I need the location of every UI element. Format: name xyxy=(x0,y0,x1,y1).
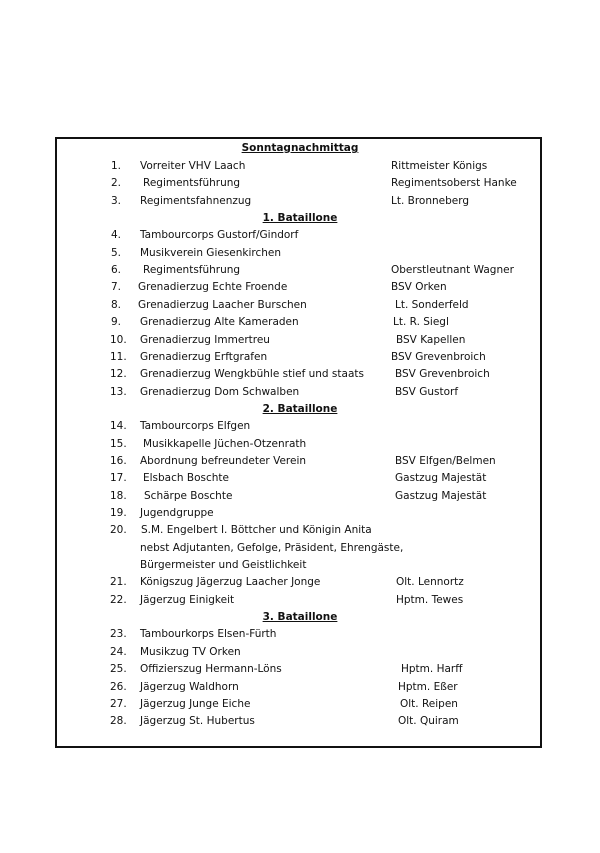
section-heading: 2. Bataillone xyxy=(262,402,338,415)
row-group-name: Vorreiter VHV Laach xyxy=(140,160,246,172)
row-number: 19. xyxy=(110,507,127,519)
row-number: 11. xyxy=(110,350,127,363)
row-group-name: S.M. Engelbert I. Böttcher und Königin Anita xyxy=(141,524,372,537)
row-number: 14. xyxy=(110,420,127,433)
row-group-name: Bürgermeister und Geistlichkeit xyxy=(140,559,307,572)
row-group-name: Abordnung befreundeter Verein xyxy=(140,454,307,467)
row-group-name: Grenadierzug Wengkbühle stief und staats xyxy=(140,368,364,381)
row-number: 6. xyxy=(111,264,122,277)
row-leader: Lt. Sonderfeld xyxy=(395,298,469,311)
row-number: 22. xyxy=(110,593,127,606)
row-group-name: nebst Adjutanten, Gefolge, Präsident, Ehrengäste, xyxy=(140,541,404,554)
row-leader: BSV Orken xyxy=(391,281,447,294)
row-group-name: Tambourcorps Gustorf/Gindorf xyxy=(140,229,299,242)
row-group-name: Regimentsfahnenzug xyxy=(140,194,252,207)
row-leader: BSV Gustorf xyxy=(395,385,459,398)
row-number: 27. xyxy=(110,697,127,710)
row-leader: Regimentsoberst Hanke xyxy=(391,177,517,190)
row-leader: Rittmeister Königs xyxy=(391,160,488,172)
row-leader: Hptm. Harff xyxy=(401,663,463,676)
row-group-name: Grenadierzug Echte Froende xyxy=(138,281,288,294)
row-number: 26. xyxy=(110,680,127,693)
row-group-name: Königszug Jägerzug Laacher Jonge xyxy=(140,576,321,589)
row-group-name: Grenadierzug Laacher Burschen xyxy=(138,298,307,311)
row-group-name: Jägerzug Einigkeit xyxy=(140,593,235,606)
row-leader: Gastzug Majestät xyxy=(395,472,487,485)
row-group-name: Tambourkorps Elsen-Fürth xyxy=(140,628,277,641)
row-number: 17. xyxy=(110,472,127,485)
row-leader: Lt. R. Siegl xyxy=(393,316,449,329)
row-leader: BSV Grevenbroich xyxy=(395,368,490,381)
row-leader: Olt. Lennortz xyxy=(396,576,464,589)
row-leader: BSV Elfgen/Belmen xyxy=(395,454,496,467)
row-group-name: Jägerzug Waldhorn xyxy=(140,680,239,693)
row-number: 7. xyxy=(111,281,122,294)
row-group-name: Elsbach Boschte xyxy=(143,472,229,485)
row-number: 8. xyxy=(111,298,122,311)
row-group-name: Regimentsführung xyxy=(143,177,241,190)
row-leader: Lt. Bronneberg xyxy=(391,194,470,207)
row-number: 13. xyxy=(110,385,127,398)
row-group-name: Grenadierzug Dom Schwalben xyxy=(140,385,300,398)
row-number: 4. xyxy=(111,229,122,242)
row-leader: BSV Kapellen xyxy=(396,333,466,346)
row-group-name: Grenadierzug Immertreu xyxy=(140,333,270,346)
row-leader: Gastzug Majestät xyxy=(395,489,487,502)
row-number: 28. xyxy=(110,715,127,728)
row-group-name: Regimentsführung xyxy=(143,264,241,277)
row-number: 5. xyxy=(111,246,122,259)
row-number: 2. xyxy=(111,177,122,190)
row-leader: Olt. Reipen xyxy=(400,697,458,710)
row-number: 18. xyxy=(110,489,127,502)
row-number: 3. xyxy=(111,194,122,207)
row-group-name: Schärpe Boschte xyxy=(144,489,233,502)
row-number: 23. xyxy=(110,628,127,641)
row-group-name: Musikverein Giesenkirchen xyxy=(140,246,282,259)
row-leader: Hptm. Eßer xyxy=(398,680,458,693)
row-group-name: Jägerzug Junge Eiche xyxy=(140,697,251,710)
row-number: 9. xyxy=(111,316,122,329)
row-leader: Oberstleutnant Wagner xyxy=(391,264,514,277)
row-group-name: Offizierszug Hermann-Löns xyxy=(140,663,282,676)
document-title: Sonntagnachmittag xyxy=(241,142,359,154)
row-group-name: Musikzug TV Orken xyxy=(140,645,241,658)
section-heading: 3. Bataillone xyxy=(262,611,338,624)
row-leader: Hptm. Tewes xyxy=(396,593,464,606)
row-number: 16. xyxy=(110,454,127,467)
row-group-name: Grenadierzug Alte Kameraden xyxy=(140,316,299,329)
row-group-name: Jugendgruppe xyxy=(140,507,214,519)
row-number: 10. xyxy=(110,333,127,346)
row-number: 20. xyxy=(110,524,127,537)
section-heading: 1. Bataillone xyxy=(262,212,338,225)
row-number: 1. xyxy=(111,160,122,172)
row-number: 12. xyxy=(110,368,127,381)
row-leader: BSV Grevenbroich xyxy=(391,350,486,363)
row-number: 15. xyxy=(110,437,127,450)
row-group-name: Grenadierzug Erftgrafen xyxy=(140,350,268,363)
row-group-name: Tambourcorps Elfgen xyxy=(140,420,251,433)
row-group-name: Musikkapelle Jüchen-Otzenrath xyxy=(143,437,307,450)
row-group-name: Jägerzug St. Hubertus xyxy=(140,715,255,728)
row-leader: Olt. Quiram xyxy=(398,715,459,728)
row-number: 21. xyxy=(110,576,127,589)
row-number: 24. xyxy=(110,645,127,658)
row-number: 25. xyxy=(110,663,127,676)
